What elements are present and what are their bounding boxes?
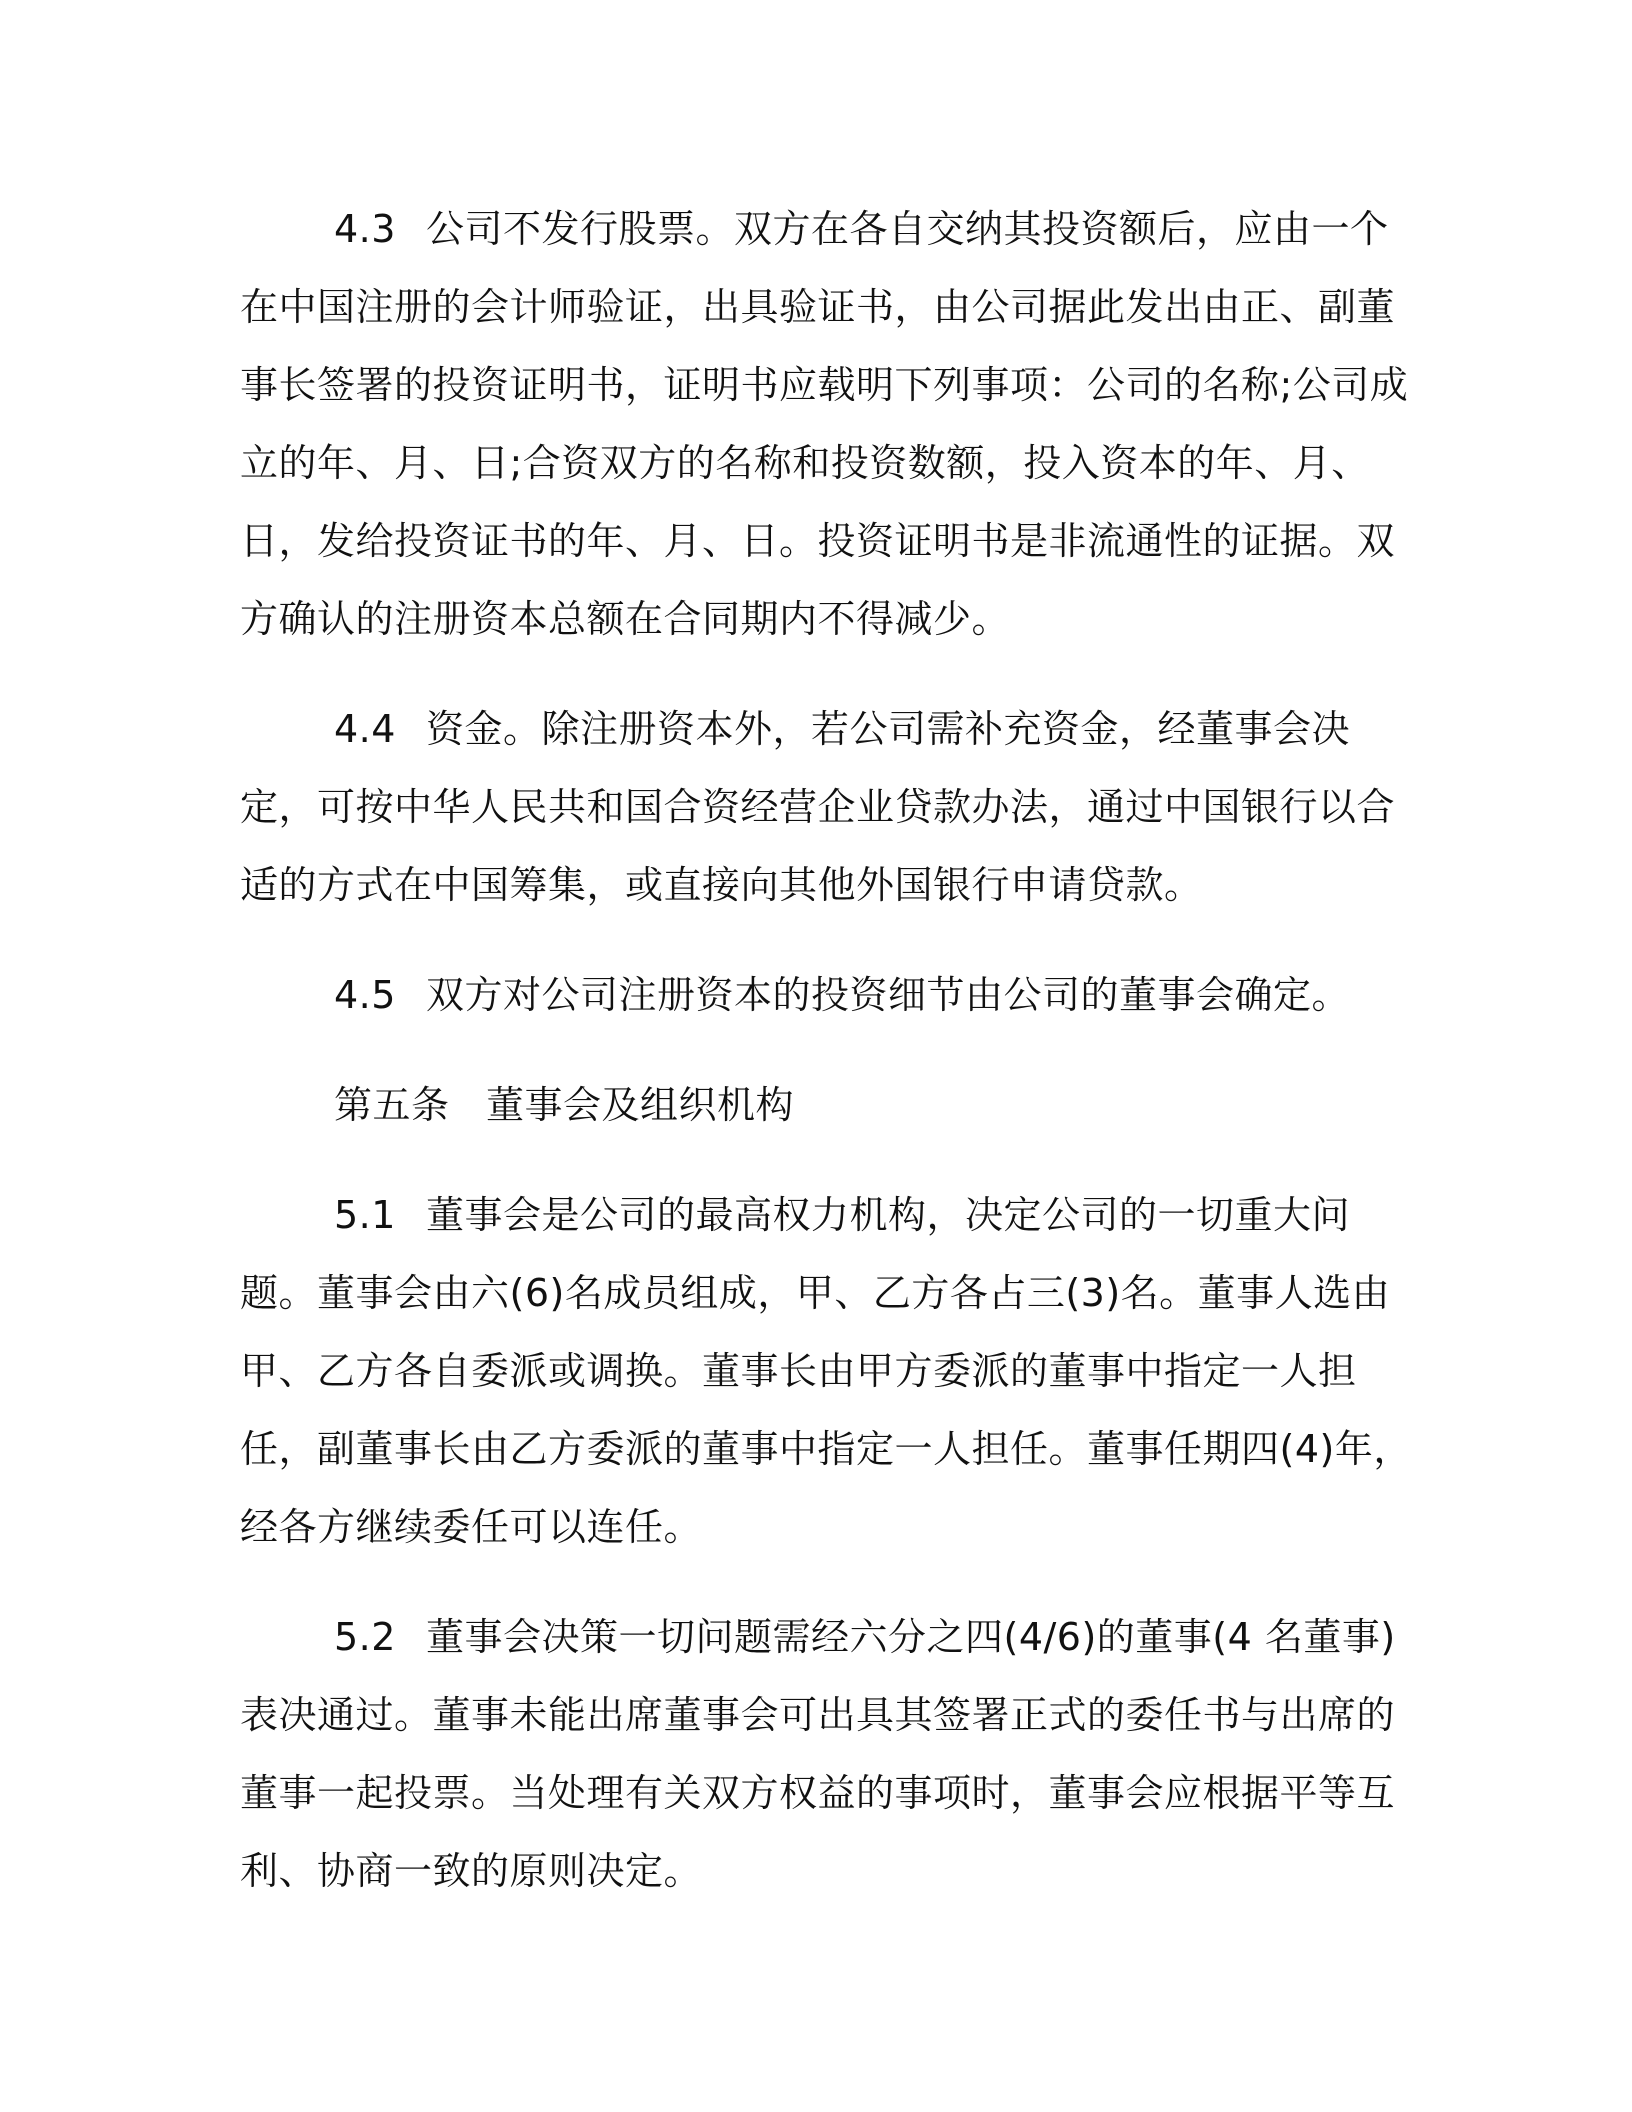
clause-number: 4.5 — [334, 973, 396, 1017]
clause-4-3 — [240, 190, 1412, 658]
clause-number: 4.4 — [334, 707, 396, 751]
article-title: 董事会及组织机构 — [486, 1083, 795, 1127]
clause-5-2 — [240, 1598, 1412, 1910]
clause-number: 5.1 — [334, 1193, 396, 1237]
clause-4-4 — [240, 690, 1412, 924]
clause-text: 董事会决策一切问题需经六分之四(4/6)的董事(4 名董事)表决通过。董事未能出席董事会可出具其签署正式的委任书与出席的董事一起投票。当处理有关双方权益的事项时，董事会应根据平等互利、协商一致的原则决定。 — [240, 1615, 1396, 1893]
article-5-heading — [240, 1066, 1412, 1144]
clause-text: 公司不发行股票。双方在各自交纳其投资额后，应由一个在中国注册的会计师验证，出具验证书，由公司据此发出由正、副董事长签署的投资证明书，证明书应载明下列事项：公司的名称;公司成立的年、月、日;合资双方的名称和投资数额，投入资本的年、月、日，发给投资证书的年、月、日。投资证明书是非流通性的证据。双方确认的注册资本总额在合同期内不得减少。 — [240, 207, 1409, 641]
clause-4-5 — [240, 956, 1412, 1034]
clause-text: 董事会是公司的最高权力机构，决定公司的一切重大问题。董事会由六(6)名成员组成，甲、乙方各占三(3)名。董事人选由甲、乙方各自委派或调换。董事长由甲方委派的董事中指定一人担任，副董事长由乙方委派的董事中指定一人担任。董事任期四(4)年，经各方继续委任可以连任。 — [240, 1193, 1412, 1549]
clause-number: 5.2 — [334, 1615, 396, 1659]
clause-text: 资金。除注册资本外，若公司需补充资金，经董事会决定，可按中华人民共和国合资经营企业贷款办法，通过中国银行以合适的方式在中国筹集，或直接向其他外国银行申请贷款。 — [240, 707, 1396, 907]
clause-number: 4.3 — [334, 207, 396, 251]
document-body — [240, 190, 1412, 1942]
clause-5-1 — [240, 1176, 1412, 1566]
article-number: 第五条 — [334, 1083, 450, 1127]
clause-text: 双方对公司注册资本的投资细节由公司的董事会确定。 — [426, 973, 1351, 1017]
